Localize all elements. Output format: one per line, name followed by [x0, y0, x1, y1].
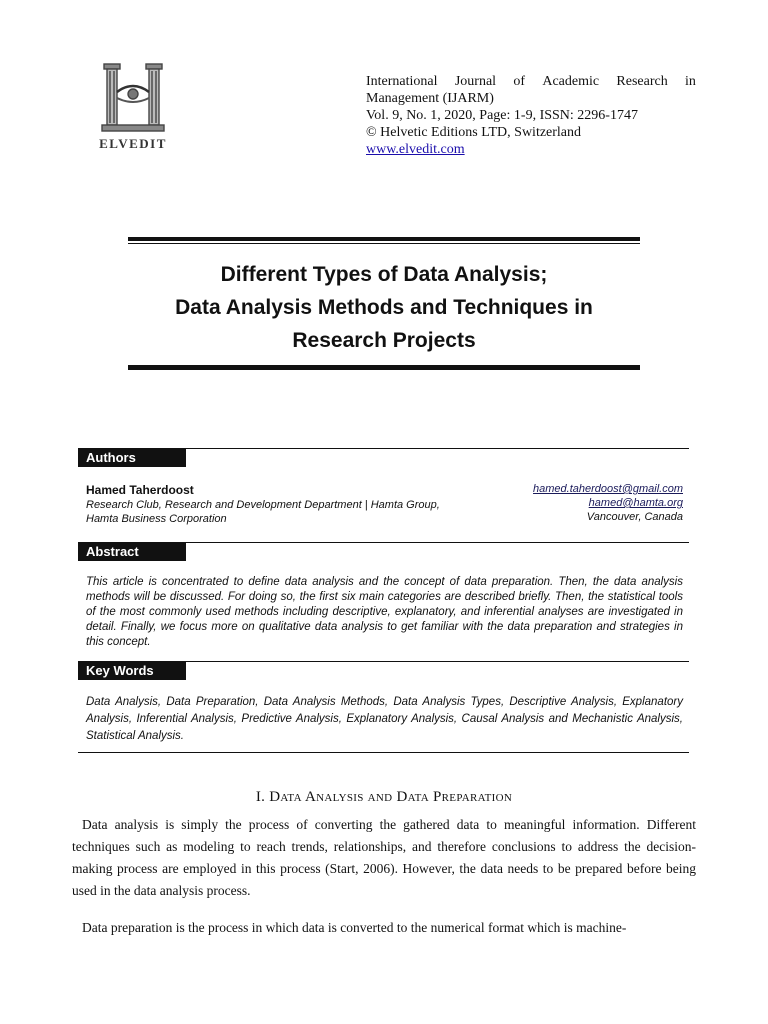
publisher-logo [98, 62, 168, 154]
journal-word: Academic [542, 74, 600, 89]
logo-text: ELVEDIT [99, 136, 167, 151]
section-heading: I. Data Analysis and Data Preparation [255, 789, 513, 805]
title-line-1: Different Types of Data Analysis; [220, 263, 548, 286]
authors-label: Authors [78, 449, 186, 467]
keywords-label: Key Words [78, 662, 186, 680]
abstract-label: Abstract [78, 543, 186, 561]
author-location: Vancouver, Canada [586, 511, 683, 523]
author-name: Hamed Taherdoost [86, 483, 194, 497]
journal-info [366, 73, 696, 158]
title-rule-top [128, 237, 640, 241]
authors-bar [78, 448, 689, 467]
paragraph-2: Data preparation is the process in which data is converted to the numerical format which is machine- [82, 920, 627, 935]
abstract-text: This article is concentrated to define data analysis and the concept of data preparation. Then, the data analysis methods will be discussed. For doing so, the first six main categories are described briefly. Then, the statistical tools of the most commonly used methods including descriptive, explanatory, and inferential analyses are investigated in detail. Finally, we focus more on qualitative data analysis to get familiar with the data preparation and strategies in this concept. [86, 576, 683, 648]
author-email-1[interactable]: hamed.taherdoost@gmail.com [533, 483, 683, 495]
author-affiliation-2: Hamta Business Corporation [86, 513, 227, 525]
journal-line-1 [366, 73, 696, 90]
journal-word: in [685, 74, 696, 89]
journal-link[interactable]: www.elvedit.com [366, 142, 465, 157]
keywords-rule-end [78, 752, 689, 753]
author-email-2[interactable]: hamed@hamta.org [588, 497, 683, 509]
journal-word: of [513, 74, 526, 89]
paper-title [100, 258, 668, 357]
title-line-2: Data Analysis Methods and Techniques in [175, 296, 593, 319]
keywords-bar [78, 661, 689, 680]
author-affiliation-1: Research Club, Research and Development Department | Hamta Group, [86, 499, 440, 511]
title-rule-bottom [128, 365, 640, 370]
title-line-3: Research Projects [292, 329, 476, 352]
journal-word: Journal [454, 74, 497, 89]
author-contact [533, 482, 683, 524]
paragraph-1: Data analysis is simply the process of converting the gathered data to meaningful information. Different techniques such as modeling to reach trends, relationships, and therefore conclusions to address the decision-making process are employed in this process (Start, 2006). However, the data needs to be prepared before being used in the data analysis process. [72, 817, 696, 898]
journal-line-2: Management (IJARM) [366, 91, 494, 106]
journal-line-3: Vol. 9, No. 1, 2020, Page: 1-9, ISSN: 2296-1747 [366, 108, 638, 123]
journal-word: International [366, 74, 438, 89]
journal-line-4: © Helvetic Editions LTD, Switzerland [366, 125, 582, 140]
keywords-text: Data Analysis, Data Preparation, Data Analysis Methods, Data Analysis Types, Descriptive Analysis, Explanatory Analysis, Inferential Analysis, Predictive Analysis, Explanatory Analysis, Causal Analysis and Mechanistic Analysis, Statistical Analysis. [86, 696, 683, 742]
pillars-icon [98, 62, 168, 134]
abstract-bar [78, 542, 689, 561]
title-rule-top-thin [128, 243, 640, 244]
journal-word: Research [616, 74, 668, 89]
